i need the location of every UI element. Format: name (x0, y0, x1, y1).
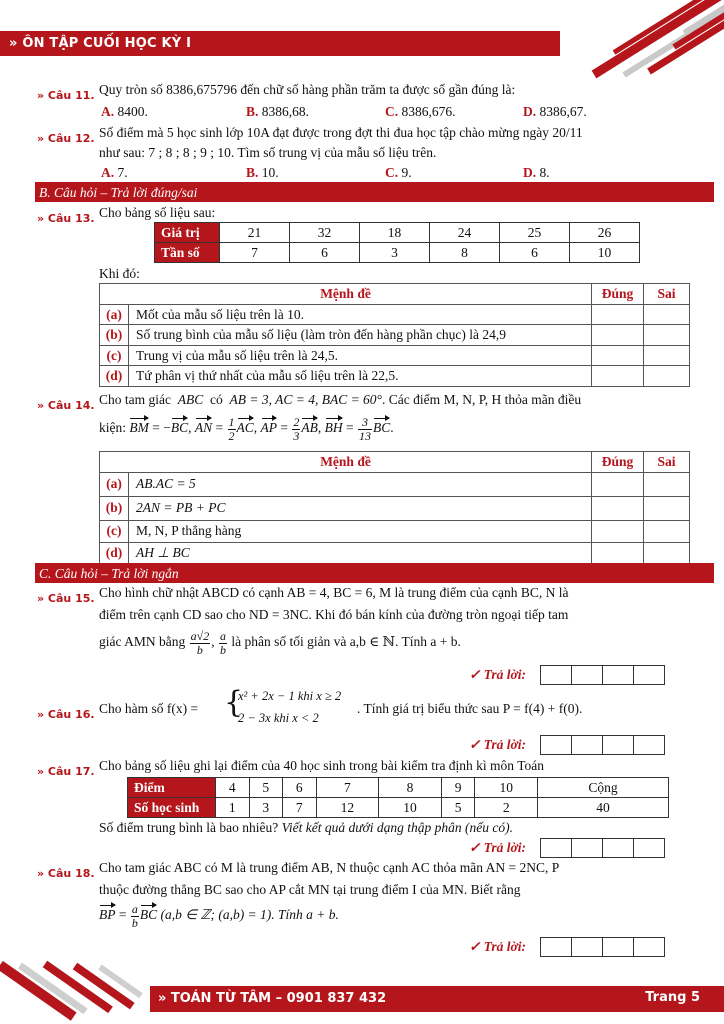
q13-khi-do: Khi đó: (99, 266, 140, 281)
section-b-header: B. Câu hỏi – Trả lời đúng/sai (35, 182, 714, 202)
question-17-label: » Câu 17. (37, 765, 95, 778)
q13-statement-table (99, 283, 690, 387)
question-12-label: » Câu 12. (37, 132, 95, 145)
q17-cell: 12 (316, 798, 379, 818)
true-cell[interactable] (592, 304, 644, 325)
q14-statement-table (99, 451, 690, 565)
false-cell[interactable] (644, 345, 690, 366)
q17-cell: 40 (538, 798, 669, 818)
question-16-text-b: . Tính giá trị biểu thức sau P = f(4) + f(0). (357, 701, 583, 716)
q17-answer-label: ✓ Trả lời: (469, 840, 527, 855)
q17-row1-head: Điểm (128, 778, 216, 798)
q13-cell: 26 (570, 223, 640, 243)
statement-text: AB.AC = 5 (129, 472, 592, 496)
question-15-label: » Câu 15. (37, 592, 95, 605)
q11-option-a: A. 8400. (101, 104, 148, 119)
question-12-line2: như sau: 7 ; 8 ; 8 ; 9 ; 10. Tìm số trung vị của mẫu số liệu trên. (99, 145, 437, 160)
statement-key: (b) (100, 496, 129, 520)
statement-text: M, N, P thẳng hàng (129, 520, 592, 542)
question-17-text: Cho bảng số liệu ghi lại điểm của 40 học sinh trong bài kiểm tra định kì môn Toán (99, 758, 544, 773)
false-cell[interactable] (644, 472, 690, 496)
q13-row2-head: Tần số (155, 243, 220, 263)
statement-text: 2AN = PB + PC (129, 496, 592, 520)
q13-cell: 6 (500, 243, 570, 263)
q18-answer-label: ✓ Trả lời: (469, 939, 527, 954)
question-14-line1: Cho tam giác ABC có AB = 3, AC = 4, BAC = 60°. Các điểm M, N, P, H thỏa mãn điều (99, 392, 582, 407)
true-cell[interactable] (592, 325, 644, 346)
q13-cell: 6 (290, 243, 360, 263)
brace-icon: { (224, 685, 244, 720)
false-header: Sai (644, 284, 690, 305)
q17-row2-head: Số học sinh (128, 798, 216, 818)
true-cell[interactable] (592, 520, 644, 542)
q17-cell: 2 (475, 798, 538, 818)
true-cell[interactable] (592, 366, 644, 387)
question-18-line2: thuộc đường thẳng BC sao cho AP cắt MN tại trung điểm I của MN. Biết rằng (99, 882, 521, 897)
statement-text: Tứ phân vị thứ nhất của mẫu số liệu trên là 22,5. (129, 366, 592, 387)
true-header: Đúng (592, 452, 644, 473)
section-c-header: C. Câu hỏi – Trả lời ngắn (35, 563, 714, 583)
q12-option-d: D. 8. (523, 165, 550, 180)
q17-cell: 10 (475, 778, 538, 798)
statement-text: Mốt của mẫu số liệu trên là 10. (129, 304, 592, 325)
question-15-line2: điểm trên cạnh CD sao cho ND = 3NC. Khi đó bán kính của đường tròn ngoại tiếp tam (99, 607, 569, 622)
statement-header: Mệnh đề (100, 284, 592, 305)
q16-case2: 2 − 3x khi x < 2 (238, 711, 319, 725)
footer-decoration (0, 960, 160, 1024)
question-15-line1: Cho hình chữ nhật ABCD có cạnh AB = 4, BC = 6, M là trung điểm của cạnh BC, N là (99, 585, 569, 600)
q12-option-b: B. 10. (246, 165, 279, 180)
q17-data-table (127, 777, 669, 818)
q13-cell: 24 (430, 223, 500, 243)
q17-cell: 8 (379, 778, 442, 798)
false-cell[interactable] (644, 304, 690, 325)
statement-key: (d) (100, 542, 129, 564)
footer-bar: » TOÁN TỪ TÂM – 0901 837 432 (150, 986, 724, 1012)
q17-cell: 9 (441, 778, 475, 798)
false-cell[interactable] (644, 366, 690, 387)
q13-cell: 32 (290, 223, 360, 243)
q13-cell: 7 (220, 243, 290, 263)
question-13-label: » Câu 13. (37, 212, 95, 225)
true-cell[interactable] (592, 496, 644, 520)
q17-cell: 1 (216, 798, 250, 818)
q13-cell: 3 (360, 243, 430, 263)
q17-cell: 5 (249, 778, 283, 798)
q13-cell: 18 (360, 223, 430, 243)
q17-cell: 6 (283, 778, 317, 798)
q18-answer-boxes[interactable] (541, 937, 665, 957)
q17-cell: 4 (216, 778, 250, 798)
question-11-label: » Câu 11. (37, 89, 95, 102)
q13-cell: 25 (500, 223, 570, 243)
question-14-conditions: kiện: BM = −BC, AN = $\frac{1}{2}$ AC, AP = $\frac{2}{3}$ AB, BH = $\frac{3}{13}$ BC. (99, 415, 394, 443)
question-12-line1: Số điểm mà 5 học sinh lớp 10A đạt được trong đợt thi đua học tập chào mừng ngày 20/11 (99, 125, 583, 140)
question-16-label: » Câu 16. (37, 708, 95, 721)
question-17-prompt: Số điểm trung bình là bao nhiêu? Viết kết quả dưới dạng thập phân (nếu có). (99, 820, 513, 835)
true-header: Đúng (592, 284, 644, 305)
q13-cell: 21 (220, 223, 290, 243)
question-18-line3: BP = $\frac{a}{b}$ BC (a,b ∈ ℤ; (a,b) = 1). Tính a + b. (99, 902, 339, 930)
statement-text: Trung vị của mẫu số liệu trên là 24,5. (129, 345, 592, 366)
q17-cell: 7 (283, 798, 317, 818)
false-cell[interactable] (644, 325, 690, 346)
false-cell[interactable] (644, 496, 690, 520)
false-cell[interactable] (644, 542, 690, 564)
q11-option-c: C. 8386,676. (385, 104, 456, 119)
q16-answer-boxes[interactable] (541, 735, 665, 755)
q17-cell: 10 (379, 798, 442, 818)
question-11-text: Quy tròn số 8386,675796 đến chữ số hàng phần trăm ta được số gần đúng là: (99, 82, 516, 97)
header-decoration (554, 0, 724, 80)
page-number: Trang 5 (645, 990, 700, 1005)
question-16-text: Cho hàm số f(x) = (99, 701, 199, 716)
q12-option-a: A. 7. (101, 165, 128, 180)
q17-cell: Cộng (538, 778, 669, 798)
q11-option-b: B. 8386,68. (246, 104, 310, 119)
true-cell[interactable] (592, 542, 644, 564)
q17-cell: 5 (441, 798, 475, 818)
question-18-label: » Câu 18. (37, 867, 95, 880)
true-cell[interactable] (592, 345, 644, 366)
question-13-text: Cho bảng số liệu sau: (99, 205, 216, 220)
q13-data-table (154, 222, 640, 263)
statement-header: Mệnh đề (100, 452, 592, 473)
question-18-line1: Cho tam giác ABC có M là trung điểm AB, N thuộc cạnh AC thỏa mãn AN = 2NC, P (99, 860, 560, 875)
statement-key: (b) (100, 325, 129, 346)
q16-answer-label: ✓ Trả lời: (469, 737, 527, 752)
true-cell[interactable] (592, 472, 644, 496)
q15-answer-label: ✓ Trả lời: (469, 667, 527, 682)
q12-option-c: C. 9. (385, 165, 412, 180)
false-cell[interactable] (644, 520, 690, 542)
q11-option-d: D. 8386,67. (523, 104, 587, 119)
false-header: Sai (644, 452, 690, 473)
statement-text: AH ⊥ BC (129, 542, 592, 564)
statement-key: (d) (100, 366, 129, 387)
q17-cell: 7 (316, 778, 379, 798)
q15-answer-boxes[interactable] (541, 665, 665, 685)
q17-cell: 3 (249, 798, 283, 818)
statement-key: (a) (100, 304, 129, 325)
statement-key: (c) (100, 520, 129, 542)
question-14-label: » Câu 14. (37, 399, 95, 412)
q16-case1: x² + 2x − 1 khi x ≥ 2 (238, 689, 342, 703)
statement-key: (a) (100, 472, 129, 496)
q13-cell: 10 (570, 243, 640, 263)
statement-text: Số trung bình của mẫu số liệu (làm tròn đến hàng phần chục) là 24,9 (129, 325, 592, 346)
q17-answer-boxes[interactable] (541, 838, 665, 858)
statement-key: (c) (100, 345, 129, 366)
q13-cell: 8 (430, 243, 500, 263)
header-bar: » ÔN TẬP CUỐI HỌC KỲ I (0, 31, 560, 56)
question-15-line3: giác AMN bằng $\frac{a√2}{b}$ , $\frac{a}{b}$ là phân số tối giản và a,b ∈ ℕ. Tính a + b. (99, 629, 461, 657)
q13-row1-head: Giá trị (155, 223, 220, 243)
